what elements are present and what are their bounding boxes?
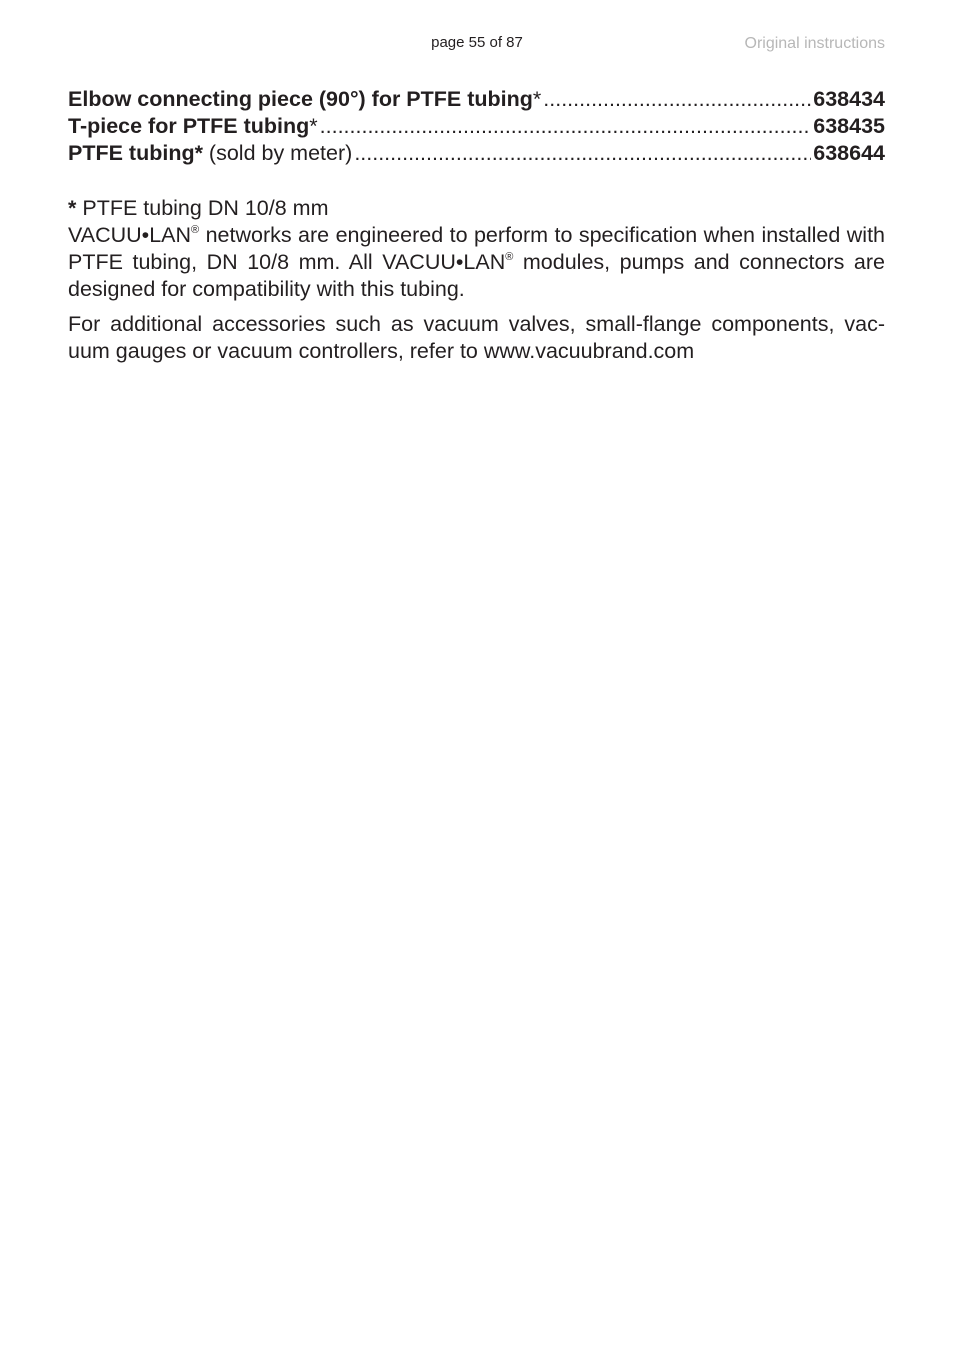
document-label: Original instructions bbox=[744, 35, 885, 52]
accessories-paragraph: For additional accessories such as vacuum valves, small-flange components, vac-uum gauges or vacuum controllers, refer to www.vacuubrand.com bbox=[68, 312, 885, 363]
brand-name: VACUU•LAN bbox=[68, 223, 192, 247]
paragraph-text: modules, pumps and connectors are designed for compatibility with this tubing. bbox=[68, 250, 885, 301]
part-name: PTFE tubing* bbox=[68, 141, 203, 165]
dot-leader bbox=[354, 140, 811, 167]
main-content bbox=[68, 86, 885, 365]
brand-name: VACUU•LAN bbox=[382, 250, 506, 274]
page-number: page 55 of 87 bbox=[431, 34, 523, 51]
part-name-suffix: * bbox=[532, 87, 542, 111]
part-name-suffix: * bbox=[309, 114, 318, 138]
footnote-text: PTFE tubing DN 10/8 mm bbox=[76, 196, 329, 220]
footnote-marker: * bbox=[68, 196, 77, 220]
part-number: 638644 bbox=[813, 141, 885, 165]
dot-leader bbox=[543, 86, 811, 113]
registered-mark: ® bbox=[191, 224, 200, 236]
part-row-elbow bbox=[68, 86, 885, 113]
dot-leader bbox=[320, 113, 812, 140]
part-number: 638435 bbox=[813, 114, 885, 138]
part-row-t-piece bbox=[68, 113, 885, 140]
footnote bbox=[68, 195, 885, 222]
part-row-tubing bbox=[68, 140, 885, 167]
part-name-suffix: (sold by meter) bbox=[202, 141, 353, 165]
compatibility-paragraph bbox=[68, 222, 885, 303]
part-name: Elbow connecting piece (90°) for PTFE tubing bbox=[68, 87, 533, 111]
part-name: T-piece for PTFE tubing bbox=[68, 114, 310, 138]
registered-mark: ® bbox=[505, 251, 514, 263]
part-number: 638434 bbox=[813, 87, 885, 111]
paragraph-text: networks are engineered to perform to specification when installed with PTFE tubing, DN 10/8 mm. All bbox=[68, 223, 885, 274]
